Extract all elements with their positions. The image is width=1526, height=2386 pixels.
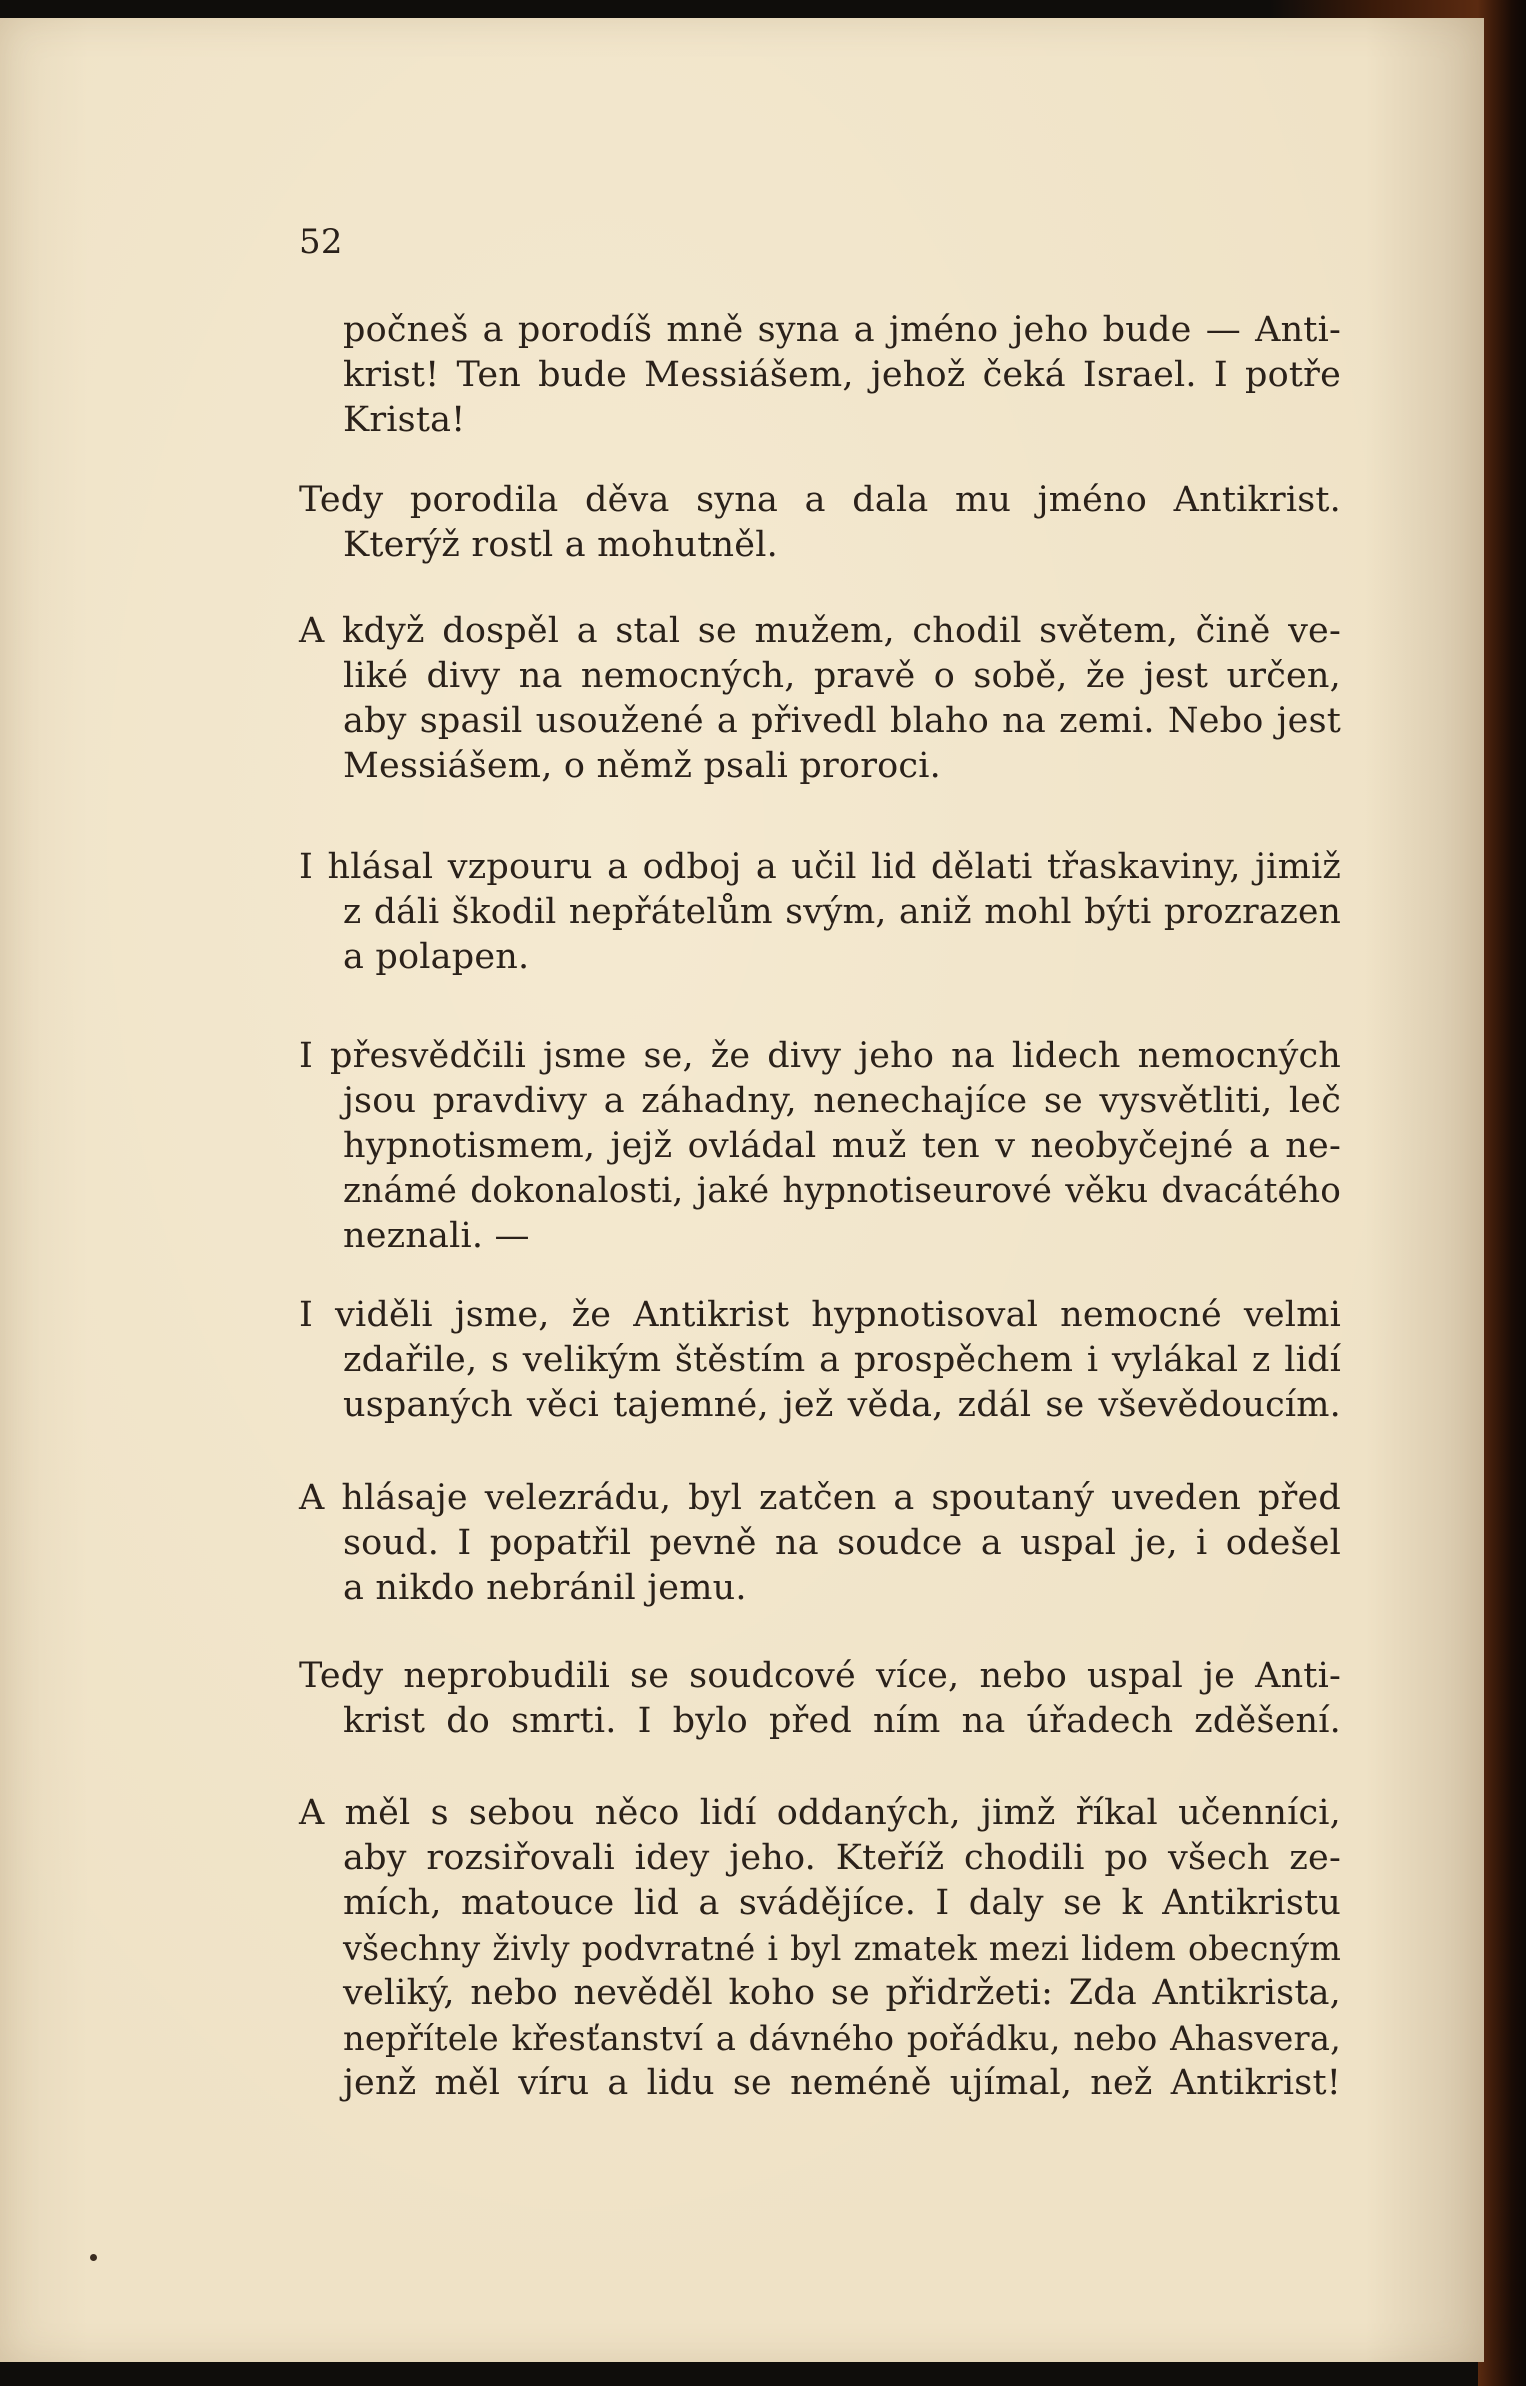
text-line: A když dospěl a stal se mužem, chodil světem, čině ve- bbox=[299, 611, 1341, 651]
text-line: aby rozsiřovali idey jeho. Kteříž chodili po všech ze- bbox=[343, 1838, 1341, 1878]
text-line: a polapen. bbox=[343, 937, 530, 977]
text-line: krist do smrti. I bylo před ním na úřadech zděšení. bbox=[343, 1701, 1341, 1741]
text-line: Tedy neprobudili se soudcové více, nebo uspal je Anti- bbox=[299, 1656, 1341, 1696]
text-line: z dáli škodil nepřátelům svým, aniž mohl býti prozrazen bbox=[343, 892, 1341, 932]
paragraph bbox=[299, 845, 1341, 980]
paragraph bbox=[299, 609, 1341, 789]
book-page bbox=[0, 18, 1484, 2362]
text-line: Tedy porodila děva syna a dala mu jméno Antikrist. bbox=[299, 480, 1341, 520]
text-line: soud. I popatřil pevně na soudce a uspal je, i odešel bbox=[343, 1523, 1341, 1563]
text-line: Kterýž rostl a mohutněl. bbox=[343, 525, 778, 565]
text-line: aby spasil usoužené a přivedl blaho na zemi. Nebo jest bbox=[343, 701, 1341, 741]
text-line: hypnotismem, jejž ovládal muž ten v neobyčejné a ne- bbox=[343, 1126, 1341, 1166]
text-line: nepřítele křesťanství a dávného pořádku, nebo Ahasvera, bbox=[343, 2019, 1341, 2058]
paragraph bbox=[299, 308, 1341, 443]
paragraph bbox=[299, 1791, 1341, 2106]
text-line: zdařile, s velikým štěstím a prospěchem i vylákal z lidí bbox=[343, 1340, 1341, 1380]
text-line: I hlásal vzpouru a odboj a učil lid dělati třaskaviny, jimiž bbox=[299, 847, 1341, 887]
text-line: neznali. — bbox=[343, 1216, 530, 1256]
book-spine bbox=[1478, 0, 1526, 2386]
text-line: jsou pravdivy a záhadny, nenechajíce se vysvětliti, leč bbox=[343, 1081, 1341, 1121]
text-line: uspaných věci tajemné, jež věda, zdál se vševědoucím. bbox=[343, 1385, 1341, 1425]
text-line: veliký, nebo nevěděl koho se přidržeti: Zda Antikrista, bbox=[343, 1973, 1341, 2013]
text-line: a nikdo nebránil jemu. bbox=[343, 1568, 747, 1608]
page-number: 52 bbox=[299, 222, 343, 262]
paragraph bbox=[299, 1654, 1341, 1744]
text-line: známé dokonalosti, jaké hypnotiseurové věku dvacátého bbox=[343, 1171, 1341, 1211]
text-line: A hlásaje velezrádu, byl zatčen a spoutaný uveden před bbox=[299, 1478, 1341, 1518]
text-line: mích, matouce lid a svádějíce. I daly se k Antikristu bbox=[343, 1883, 1341, 1923]
text-line: Krista! bbox=[343, 400, 466, 440]
ink-speck bbox=[90, 2254, 97, 2261]
text-line: Messiášem, o němž psali proroci. bbox=[343, 746, 941, 786]
paragraph bbox=[299, 478, 1341, 568]
text-line: krist! Ten bude Messiášem, jehož čeká Israel. I potře bbox=[343, 355, 1341, 395]
text-line: počneš a porodíš mně syna a jméno jeho bude — Anti- bbox=[343, 310, 1341, 350]
text-line: jenž měl víru a lidu se neméně ujímal, než Antikrist! bbox=[343, 2063, 1341, 2103]
text-line: liké divy na nemocných, pravě o sobě, že jest určen, bbox=[343, 656, 1341, 696]
paragraph bbox=[299, 1034, 1341, 1259]
paragraph bbox=[299, 1476, 1341, 1611]
text-line: A měl s sebou něco lidí oddaných, jimž říkal učenníci, bbox=[299, 1793, 1341, 1833]
paragraph bbox=[299, 1293, 1341, 1428]
text-line: I viděli jsme, že Antikrist hypnotisoval nemocné velmi bbox=[299, 1295, 1341, 1335]
text-line: všechny živly podvratné i byl zmatek mezi lidem obecným bbox=[343, 1929, 1341, 1968]
text-line: I přesvědčili jsme se, že divy jeho na lidech nemocných bbox=[299, 1036, 1341, 1076]
